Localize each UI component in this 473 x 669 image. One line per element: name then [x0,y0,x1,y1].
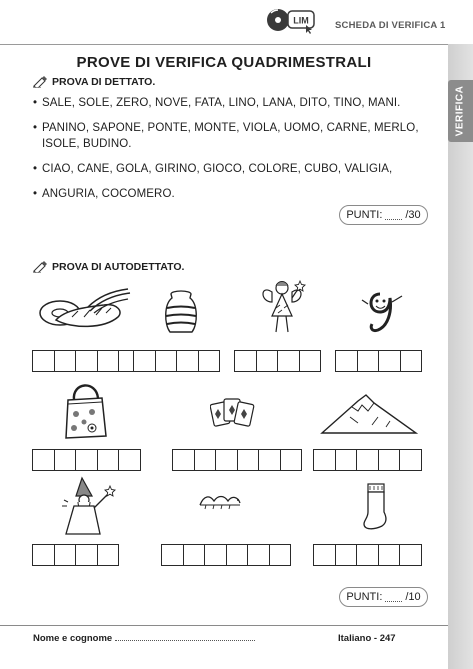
dettato-item: • SALE, SOLE, ZERO, NOVE, FATA, LINO, LANA, DITO, TINO, MANI. [33,96,433,112]
letter-cell[interactable] [161,544,184,566]
letter-cell[interactable] [54,544,77,566]
letter-boxes[interactable] [234,350,321,372]
letter-cell[interactable] [313,449,336,471]
sheet-label: SCHEDA DI VERIFICA 1 [335,20,446,31]
playing-cards-icon [210,395,256,431]
letter-cell[interactable] [247,544,270,566]
dettato-score-box [339,205,428,225]
dettato-item: • ANGURIA, COCOMERO. [33,187,433,203]
letter-boxes[interactable] [313,544,422,566]
wizard-icon [60,476,118,536]
letter-cell[interactable] [356,449,379,471]
bread-icon [38,285,134,333]
letter-cell[interactable] [97,350,120,372]
letter-cell[interactable] [176,350,199,372]
header-divider [0,44,448,45]
fairy-icon [258,278,308,338]
letter-boxes[interactable] [335,350,422,372]
letter-cell[interactable] [172,449,195,471]
score-total: /30 [405,209,421,221]
caterpillar-icon [198,491,242,511]
letter-boxes[interactable] [161,544,291,566]
bag-icon [62,378,110,440]
score-label: PUNTI: [346,209,383,221]
pencil-icon [33,76,47,88]
mountain-icon [320,393,418,437]
letter-cell[interactable] [313,544,336,566]
letter-cell[interactable] [32,350,55,372]
letter-cell[interactable] [378,449,401,471]
side-tab [448,80,473,142]
score-label: PUNTI: [346,591,383,603]
letter-cell[interactable] [256,350,279,372]
letter-cell[interactable] [198,350,221,372]
score-blank[interactable] [385,592,402,602]
letter-boxes[interactable] [32,449,141,471]
letter-cell[interactable] [335,544,358,566]
letter-cell[interactable] [97,449,120,471]
side-tab-label: VERIFICA [454,85,466,137]
pencil-icon [33,261,47,273]
letter-cell[interactable] [399,544,422,566]
sock-icon [362,482,392,532]
number-nine-icon [360,290,406,334]
letter-cell[interactable] [280,449,303,471]
dettato-heading [33,76,155,88]
letter-cell[interactable] [237,449,260,471]
letter-cell[interactable] [234,350,257,372]
autodettato-heading-label: PROVA DI AUTODETTATO. [52,261,185,273]
letter-cell[interactable] [400,350,423,372]
letter-cell[interactable] [215,449,238,471]
name-field [33,633,255,644]
dettato-item: • CIAO, CANE, GOLA, GIRINO, GIOCO, COLORE, CUBO, VALIGIA, [33,162,433,178]
lim-logo-text: LIM [293,15,309,26]
name-field-label: Nome e cognome [33,633,113,644]
letter-cell[interactable] [75,350,98,372]
autodettato-heading [33,261,184,273]
letter-cell[interactable] [226,544,249,566]
score-blank[interactable] [385,210,402,220]
letter-cell[interactable] [97,544,120,566]
letter-cell[interactable] [54,350,77,372]
letter-cell[interactable] [194,449,217,471]
letter-cell[interactable] [335,449,358,471]
score-total: /10 [405,591,421,603]
letter-boxes[interactable] [32,350,141,372]
letter-cell[interactable] [378,544,401,566]
letter-cell[interactable] [258,449,281,471]
footer-divider [0,625,448,626]
page-title: PROVE DI VERIFICA QUADRIMESTRALI [76,54,372,71]
letter-cell[interactable] [75,544,98,566]
letter-cell[interactable] [32,449,55,471]
letter-boxes[interactable] [32,544,119,566]
letter-cell[interactable] [133,350,156,372]
dettato-heading-label: PROVA DI DETTATO. [52,76,156,88]
page-number: Italiano - 247 [338,633,396,644]
letter-boxes[interactable] [313,449,422,471]
letter-cell[interactable] [75,449,98,471]
letter-cell[interactable] [54,449,77,471]
letter-cell[interactable] [356,544,379,566]
letter-cell[interactable] [299,350,322,372]
letter-cell[interactable] [277,350,300,372]
letter-cell[interactable] [378,350,401,372]
letter-cell[interactable] [357,350,380,372]
letter-cell[interactable] [204,544,227,566]
name-field-line[interactable] [115,633,255,641]
autodettato-score-box [339,587,428,607]
letter-cell[interactable] [32,544,55,566]
letter-cell[interactable] [399,449,422,471]
vase-icon [162,290,200,336]
dettato-item: • PANINO, SAPONE, PONTE, MONTE, VIOLA, UOMO, CARNE, MERLO, ISOLE, BUDINO. [33,121,433,152]
letter-cell[interactable] [269,544,292,566]
lim-logo [266,6,322,34]
letter-cell[interactable] [118,449,141,471]
letter-cell[interactable] [335,350,358,372]
letter-boxes[interactable] [172,449,302,471]
letter-cell[interactable] [183,544,206,566]
letter-cell[interactable] [155,350,178,372]
letter-boxes[interactable] [133,350,220,372]
